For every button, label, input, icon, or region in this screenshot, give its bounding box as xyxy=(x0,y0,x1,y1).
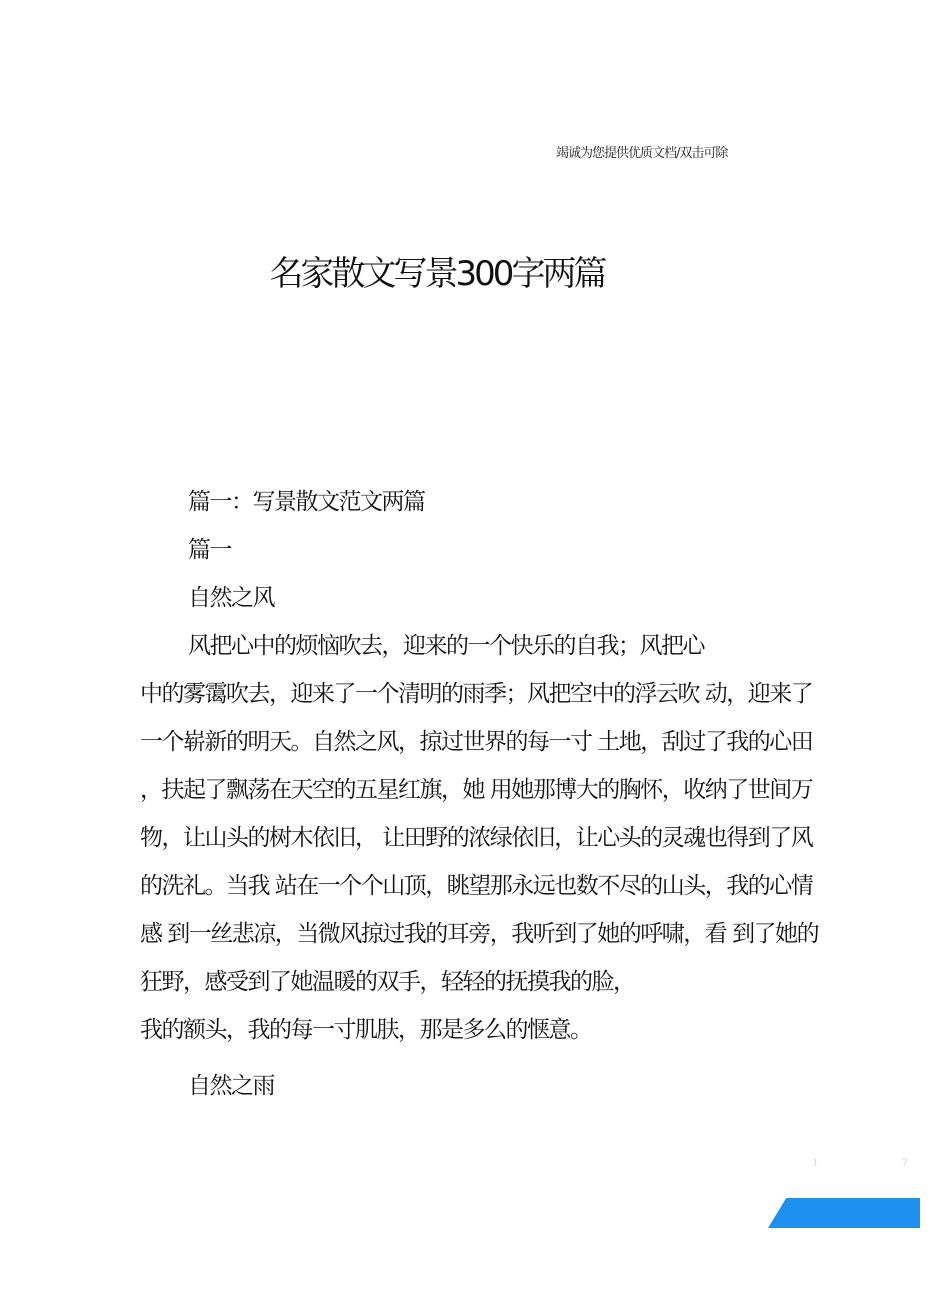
subheading-wind: 自然之风 xyxy=(188,585,274,611)
paragraph-line: 一个崭新的明天。自然之风，掠过世界的每一寸 土地，刮过了我的心田 xyxy=(140,729,813,755)
paragraph-line: 风把心中的烦恼吹去，迎来的一个快乐的自我；风把心 xyxy=(188,633,704,659)
paragraph-line: 物，让山头的树木依旧， 让田野的浓绿依旧，让心头的灵魂也得到了风 xyxy=(140,825,813,851)
paragraph-line: 感 到一丝悲凉，当微风掠过我的耳旁，我听到了她的呼啸，看 到了她的 xyxy=(140,921,819,947)
paragraph-line: 狂野，感受到了她温暖的双手，轻轻的抚摸我的脸， xyxy=(140,969,635,995)
footer-accent-band xyxy=(768,1198,920,1228)
paragraph-line: 的洗礼。当我 站在一个个山顶，眺望那永远也数不尽的山头，我的心情 xyxy=(140,873,813,899)
document-title: 名家散文写景300字两篇 xyxy=(269,254,605,294)
paragraph-line: 中的雾霭吹去，迎来了一个清明的雨季；风把空中的浮云吹 动，迎来了 xyxy=(140,681,813,707)
paragraph-line: ，扶起了飘荡在天空的五星红旗，她 用她那博大的胸怀，收纳了世间万 xyxy=(140,777,813,803)
subheading-rain: 自然之雨 xyxy=(188,1073,274,1099)
part-label: 篇一 xyxy=(188,537,231,563)
header-note: 竭诚为您提供优质文档/双击可除 xyxy=(556,146,728,161)
paragraph-line: 我的额头，我的每一寸肌肤，那是多么的惬意。 xyxy=(140,1017,592,1043)
page-number-marks: 1 7 xyxy=(812,1158,948,1169)
section-heading: 篇一：写景散文范文两篇 xyxy=(188,489,425,515)
document-body xyxy=(140,478,819,1110)
